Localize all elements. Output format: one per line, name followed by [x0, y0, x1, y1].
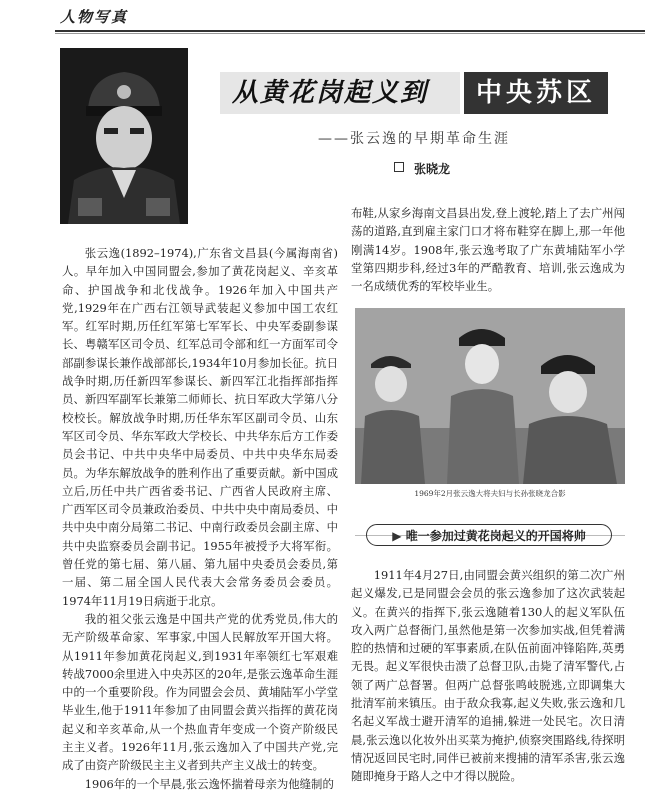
family-photo: [355, 308, 625, 484]
right-column-top: [351, 204, 625, 295]
author-line: [394, 160, 450, 177]
bio-paragraph: 张云逸(1892–1974),广东省文昌县(今属海南省)人。早年加入中国同盟会,参加了黄花岗起义、辛亥革命、护国战争和北伐战争。1926年加入中国共产党,1929年在广西右江领导武装起义参加中国工农红军。红军时期,历任红军第七军军长、中央军委副参谋长、粤赣军区司令员、红军总司令部和红一方面军司令部副参谋长兼作战部部长,1934年10月参加长征。抗日战争时期,历任新四军参谋长、新四军江北指挥部指挥员、新四军副军长兼第二师师长、抗日军政大学第八分校校长。解放战争时期,历任华东军区副司令员、山东军区司令员、华东军政大学校长、中共华东后方工作委员会书记、中共中央华中局委员、中共中央华东局委员。为华东解放战争的胜利作出了重要贡献。新中国成立后,历任中共广西省委书记、广西省人民政府主席、广西军区司令员兼政治委员、中共中央中南局委员、中共中央中南分局第二书记、中南行政委员会副主席、中共中央监察委员会副书记。1955年被授予大将军衔。曾任党的第七届、第八届、第九届中央委员会委员,第一届、第二届全国人民代表大会常务委员会委员。1974年11月19日病逝于北京。: [62, 246, 338, 608]
left-column: [62, 244, 338, 793]
section-heading-text: 唯一参加过黄花岗起义的开国将帅: [405, 529, 586, 543]
triangle-icon: ▶: [392, 529, 406, 543]
portrait-photo: [60, 48, 188, 224]
article-title: [220, 72, 620, 114]
body-paragraph: 1906年的一个早晨,张云逸怀揣着母亲为他缝制的: [84, 776, 334, 791]
photo-caption: 1969年2月张云逸大将夫妇与长孙张晓龙合影: [414, 489, 566, 498]
column-header: 人物写真: [60, 8, 129, 26]
header-rule-thin: [55, 33, 645, 34]
section-heading: [366, 524, 612, 546]
square-icon: [394, 162, 404, 172]
title-main: 从黄花岗起义到: [220, 72, 460, 114]
article-subtitle: ——张云逸的早期革命生涯: [318, 131, 510, 147]
body-paragraph: 布鞋,从家乡海南文昌县出发,登上渡轮,踏上了去广州闯荡的道路,直到雇主家门口才将布鞋穿在脚上,那一年他刚满14岁。1908年,张云逸考取了广东黄埔陆军小学堂第四期步科,经过3年的严酷教育、培训,张云逸成为一名成绩优秀的军校毕业生。: [351, 206, 625, 294]
right-column-bottom: [351, 566, 625, 786]
author-name: 张晓龙: [414, 162, 451, 176]
body-paragraph: 1911年4月27日,由同盟会黄兴组织的第二次广州起义爆发,已是同盟会会员的张云逸参加了这次武装起义。在黄兴的指挥下,张云逸随着130人的起义军队伍攻入两广总督衙门,虽然他是第一次参加实战,但凭着满腔的热情和过硬的军事素质,在队伍前面冲锋陷阵,英勇无畏。起义军很快击溃了总督卫队,击毙了清军警代,占领了两广总督署。但两广总督张鸣岐脱逃,立即调集大批清军前来镇压。由于敌众我寡,起义失败,张云逸和几名起义军战士避开清军的追捕,躲进一处民宅。次日清晨,张云逸以化妆外出买菜为掩护,侦察突围路线,待探明情况返回民宅时,同伴已被前来搜捕的清军杀害,张云逸随即掩身于路人之中才得以脱险。: [351, 568, 625, 784]
body-paragraph: 我的祖父张云逸是中国共产党的优秀党员,伟大的无产阶级革命家、军事家,中国人民解放军开国大将。从1911年参加黄花岗起义,到1931年率领红七军艰难转战7000余里进入中央苏区的20年,是张云逸革命生涯中的一个重要阶段。作为同盟会会员、黄埔陆军小学堂毕业生,他于1911年参加了由同盟会黄兴指挥的黄花岗起义和辛亥革命,从一个热血青年变成一个资产阶级民主主义者。1926年11月,张云逸加入了中国共产党,完成了由资产阶级民主主义者到共产主义战士的转变。: [62, 611, 338, 773]
title-highlight: 中央苏区: [464, 72, 608, 114]
header-rule: [55, 30, 645, 32]
